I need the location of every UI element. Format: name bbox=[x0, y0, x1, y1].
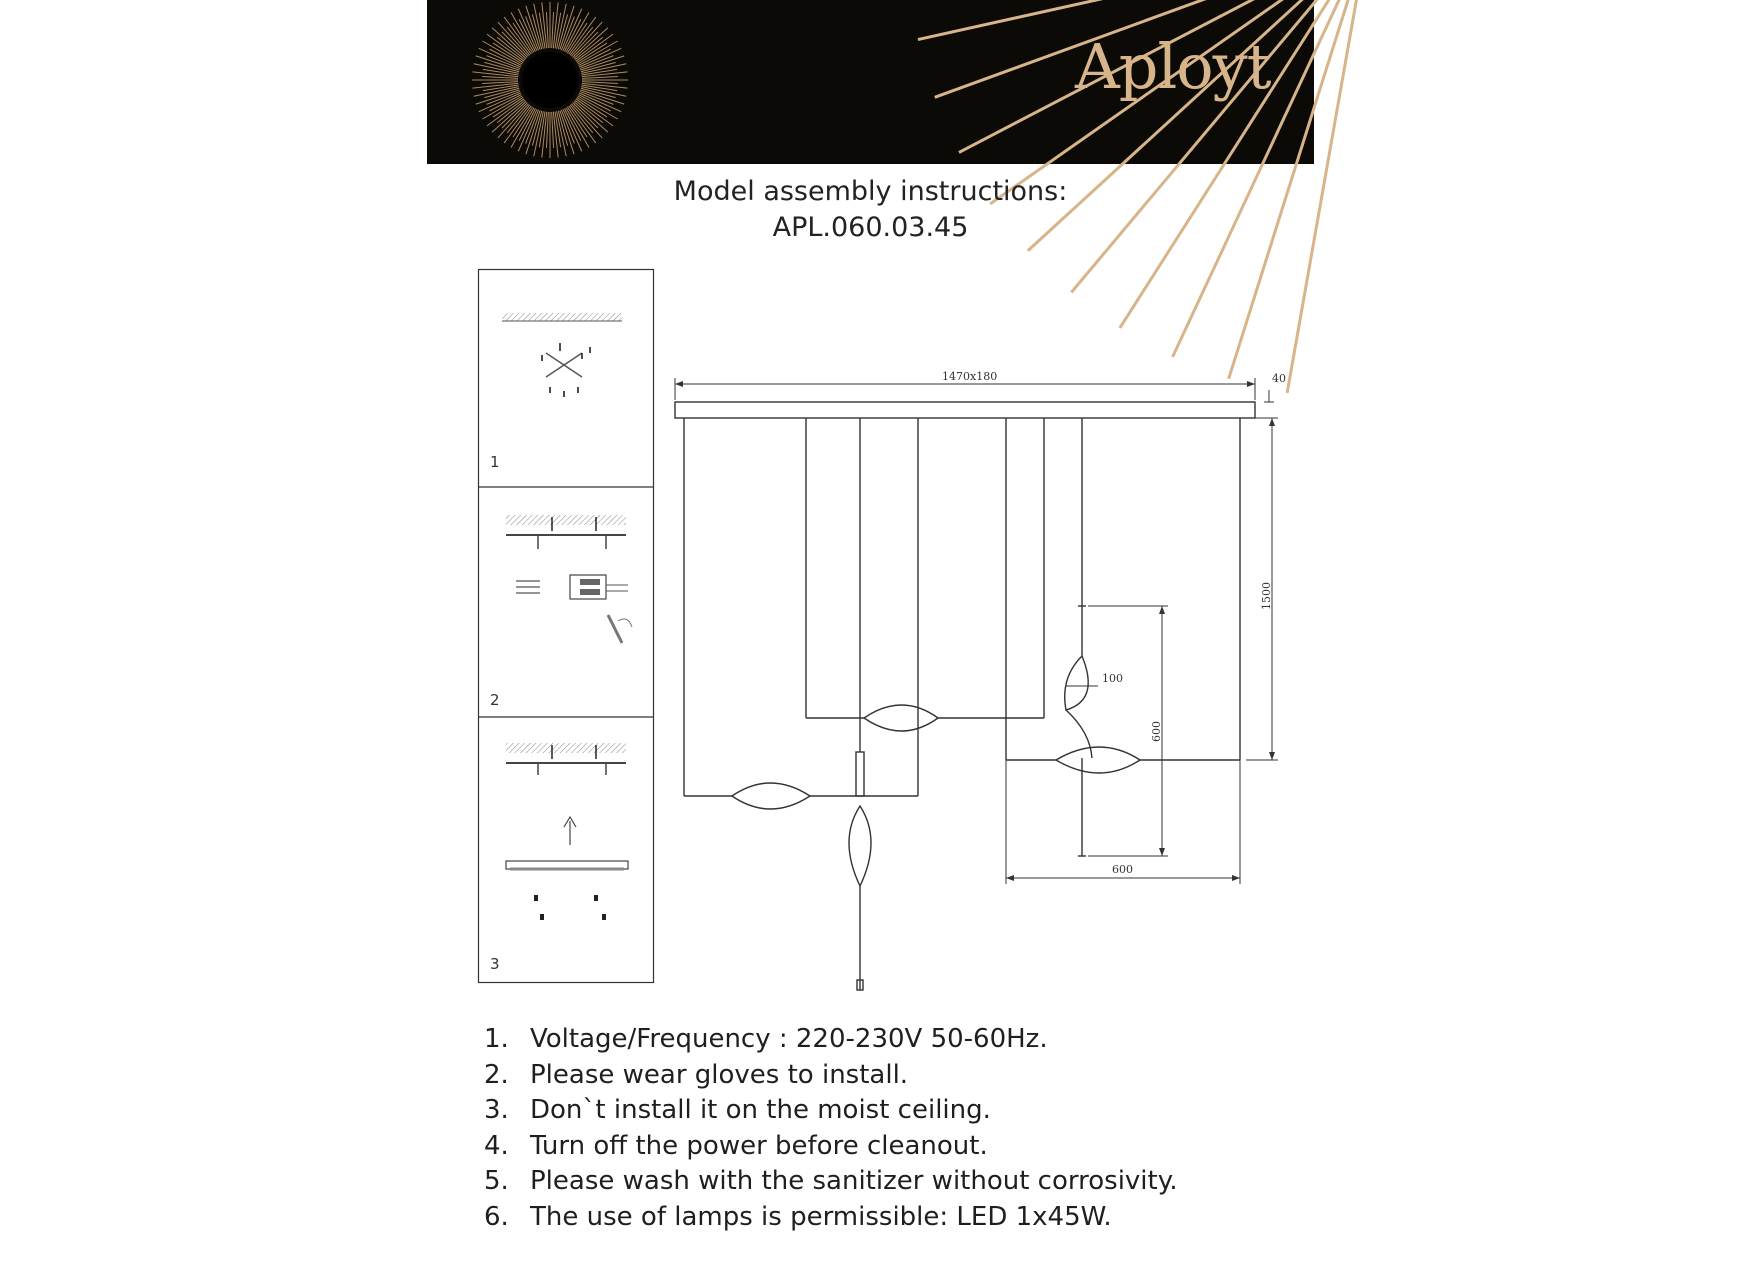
canopy bbox=[675, 402, 1255, 418]
step-number-1: 1 bbox=[490, 453, 500, 471]
note-item bbox=[484, 1058, 1178, 1094]
note-number: 2. bbox=[484, 1059, 509, 1090]
note-number: 1. bbox=[484, 1024, 509, 1054]
model-number: APL.060.03.45 bbox=[772, 212, 969, 243]
note-text: Voltage/Frequency : 220-230V 50-60Hz. bbox=[530, 1024, 1048, 1054]
wiring-connection-icon bbox=[506, 515, 632, 643]
leaf-width-label: 100 bbox=[1102, 672, 1123, 685]
notes-list bbox=[484, 1022, 1178, 1235]
note-number: 6. bbox=[484, 1201, 509, 1232]
note-text: The use of lamps is permissible: LED 1x45W. bbox=[530, 1201, 1112, 1232]
page-title bbox=[427, 174, 1314, 246]
canopy-attach-icon bbox=[506, 743, 628, 920]
canopy-height-label: 40 bbox=[1272, 372, 1286, 385]
assembly-steps-panel bbox=[478, 269, 654, 983]
canopy-dimension-label: 1470x180 bbox=[942, 370, 998, 383]
title-line: Model assembly instructions: bbox=[673, 176, 1068, 207]
note-number: 5. bbox=[484, 1166, 509, 1196]
note-item bbox=[484, 1022, 1178, 1058]
note-text: Turn off the power before cleanout. bbox=[530, 1130, 988, 1161]
note-item bbox=[484, 1129, 1178, 1165]
header-banner bbox=[427, 0, 1314, 164]
brand-logo-text: Aployt bbox=[1075, 30, 1271, 103]
note-text: Don`t install it on the moist ceiling. bbox=[530, 1095, 991, 1125]
note-item bbox=[484, 1093, 1178, 1129]
step-number-3: 3 bbox=[490, 955, 500, 973]
module-height-label: 600 bbox=[1150, 721, 1163, 742]
note-number: 3. bbox=[484, 1095, 509, 1125]
module-width-label: 600 bbox=[1112, 863, 1133, 876]
note-number: 4. bbox=[484, 1130, 509, 1161]
note-item bbox=[484, 1200, 1178, 1236]
dimension-drawing bbox=[660, 360, 1286, 1000]
drop-length-label: 1500 bbox=[1260, 582, 1273, 610]
note-text: Please wash with the sanitizer without corrosivity. bbox=[530, 1166, 1178, 1196]
note-item bbox=[484, 1164, 1178, 1200]
step-number-2: 2 bbox=[490, 691, 500, 709]
note-text: Please wear gloves to install. bbox=[530, 1059, 909, 1090]
ceiling-mount-screws-icon bbox=[502, 313, 622, 397]
